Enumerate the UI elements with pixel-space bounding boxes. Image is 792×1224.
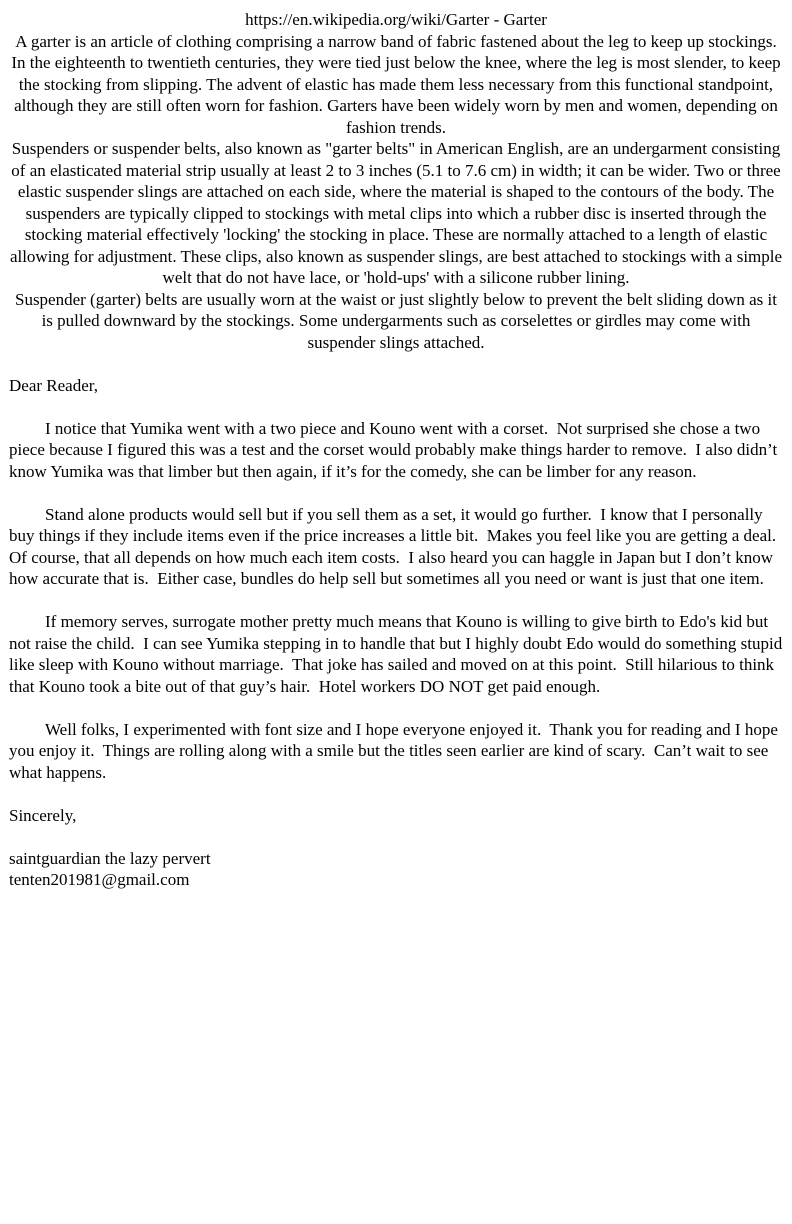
letter-paragraph: I notice that Yumika went with a two piece and Kouno went with a corset. Not surprised she chose a two piece because I figured this was a test and the corset would probably make things harder to remove. I also didn’t know Yumika was that limber but then again, if it’s for the comedy, she can be limber for any reason. bbox=[9, 418, 782, 481]
source-url-line: https://en.wikipedia.org/wiki/Garter - Garter bbox=[245, 10, 547, 29]
letter-paragraph: Well folks, I experimented with font size and I hope everyone enjoyed it. Thank you for reading and I hope you enjoy it. Things are rolling along with a smile but the titles seen earlier are kind of scary. Can’t wait to see what happens. bbox=[9, 719, 783, 782]
letter-closing: Sincerely, bbox=[9, 805, 77, 825]
signature-name: saintguardian the lazy pervert bbox=[9, 848, 211, 868]
letter-paragraph: If memory serves, surrogate mother pretty much means that Kouno is willing to give birth to Edo's kid but not raise the child. I can see Yumika stepping in to handle that but I highly doubt Edo would do something stupid like sleep with Kouno without marriage. That joke has sailed and moved on at this point. Still hilarious to think that Kouno took a bite out of that guy’s hair. Hotel workers DO NOT get paid enough. bbox=[9, 612, 787, 696]
wiki-paragraph: A garter is an article of clothing comprising a narrow band of fabric fastened about the leg to keep up stockings. In the eighteenth to twentieth centuries, they were tied just below the knee, where the leg is most slender, to keep the stocking from slipping. The advent of elastic has made them less necessary from this functional standpoint, although they are still often worn for fashion. Garters have been widely worn by men and women, depending on fashion trends. bbox=[11, 31, 785, 137]
wiki-paragraph: Suspender (garter) belts are usually worn at the waist or just slightly below to prevent the belt sliding down as it is pulled downward by the stockings. Some undergarments such as corselettes or girdles may come with suspender slings attached. bbox=[14, 289, 782, 352]
wiki-excerpt-section bbox=[9, 9, 787, 353]
wiki-paragraph: Suspenders or suspender belts, also known as "garter belts" in American English, are an undergarment consisting of an elasticated material strip usually at least 2 to 3 inches (5.1 to 7.6 cm) in width; it can be wider. Two or three elastic suspender slings are attached on each side, where the material is shaped to the contours of the body. The suspenders are typically clipped to stockings with metal clips into which a rubber disc is inserted through the stocking material effectively 'locking' the stocking in place. These are normally attached to a length of elastic allowing for adjustment. These clips, also known as suspender slings, are best attached to stockings with a simple welt that do not have lace, or 'hold-ups' with a silicone rubber lining. bbox=[9, 139, 787, 287]
signature-email: tenten201981@gmail.com bbox=[9, 870, 190, 889]
letter-paragraph: Stand alone products would sell but if you sell them as a set, it would go further. I know that I personally buy things if they include items even if the price increases a little bit. Makes you feel like you are getting a deal. Of course, that all depends on how much each item costs. I also heard you can haggle in Japan but I don’t know how accurate that is. Either case, bundles do help sell but sometimes all you need or want is just that one item. bbox=[9, 504, 785, 588]
letter-section bbox=[9, 375, 787, 891]
letter-salutation: Dear Reader, bbox=[9, 375, 98, 395]
